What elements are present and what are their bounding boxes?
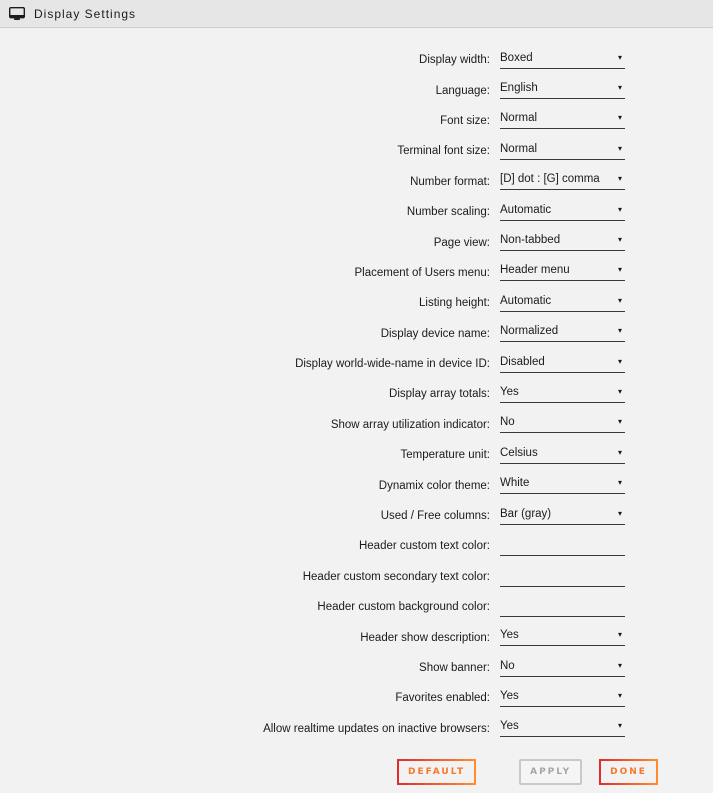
settings-row-show-banner: [0, 653, 713, 683]
dynamix-color-theme-select[interactable]: [500, 477, 625, 494]
form-actions: [0, 759, 713, 785]
language-label: Language:: [435, 84, 490, 97]
show-banner-label: Show banner:: [419, 662, 490, 674]
page-title: Display Settings: [34, 6, 137, 21]
terminal-font-size-selected-value: Normal: [500, 142, 538, 155]
settings-row-display-width: [0, 45, 713, 75]
font-size-selected-value: Normal: [500, 112, 538, 125]
listing-height-selected-value: Automatic: [500, 294, 552, 307]
settings-row-favorites-enabled: [0, 683, 713, 713]
display-array-totals-selected-value: Yes: [500, 385, 519, 398]
favorites-enabled-selected-value: Yes: [500, 689, 519, 702]
show-banner-select[interactable]: [500, 660, 625, 677]
settings-row-header-custom-text-color: [0, 531, 713, 561]
header-show-description-label: Header show description:: [360, 631, 490, 644]
number-format-selected-value: [D] dot : [G] comma: [500, 173, 600, 186]
display-world-wide-name-label: Display world-wide-name in device ID:: [295, 358, 490, 371]
settings-row-language: [0, 75, 713, 105]
caret-down-icon: ▾: [617, 235, 622, 245]
header-custom-text-color-input[interactable]: [500, 536, 625, 556]
used-free-columns-selected-value: Bar (gray): [500, 507, 552, 520]
display-world-wide-name-selected-value: Disabled: [500, 355, 545, 368]
caret-down-icon: ▾: [617, 113, 622, 123]
header-custom-secondary-text-color-label: Header custom secondary text color:: [302, 570, 490, 583]
settings-row-array-utilization-indicator: [0, 410, 713, 440]
settings-row-header-show-description: [0, 622, 713, 652]
caret-down-icon: ▾: [617, 690, 622, 700]
number-format-select[interactable]: [500, 173, 625, 190]
default-button[interactable]: DEFAULT: [397, 759, 476, 785]
settings-row-font-size: [0, 106, 713, 136]
caret-down-icon: ▾: [617, 326, 622, 336]
page-view-label: Page view:: [433, 236, 490, 249]
temperature-unit-label: Temperature unit:: [400, 449, 490, 462]
users-menu-placement-select[interactable]: [500, 264, 625, 281]
caret-down-icon: ▾: [617, 447, 622, 457]
font-size-label: Font size:: [440, 114, 490, 127]
header-show-description-selected-value: Yes: [500, 629, 519, 642]
font-size-select[interactable]: [500, 112, 625, 129]
display-width-selected-value: Boxed: [500, 51, 533, 64]
number-scaling-select[interactable]: [500, 204, 625, 221]
caret-down-icon: ▾: [617, 508, 622, 518]
header-custom-background-color-label: Header custom background color:: [317, 601, 490, 614]
number-scaling-label: Number scaling:: [406, 206, 490, 219]
settings-row-display-array-totals: [0, 379, 713, 409]
used-free-columns-select[interactable]: [500, 508, 625, 525]
caret-down-icon: ▾: [617, 83, 622, 93]
show-banner-selected-value: No: [500, 659, 515, 672]
settings-row-realtime-updates-inactive-browsers: [0, 714, 713, 744]
array-utilization-indicator-selected-value: No: [500, 416, 515, 429]
caret-down-icon: ▾: [617, 295, 622, 305]
array-utilization-indicator-label: Show array utilization indicator:: [330, 418, 490, 431]
caret-down-icon: ▾: [617, 143, 622, 153]
page-view-select[interactable]: [500, 234, 625, 251]
caret-down-icon: ▾: [617, 630, 622, 640]
settings-row-terminal-font-size: [0, 136, 713, 166]
users-menu-placement-selected-value: Header menu: [500, 264, 570, 277]
settings-row-display-device-name: [0, 319, 713, 349]
display-width-select[interactable]: [500, 52, 625, 69]
temperature-unit-select[interactable]: [500, 447, 625, 464]
settings-row-listing-height: [0, 288, 713, 318]
caret-down-icon: ▾: [617, 386, 622, 396]
favorites-enabled-select[interactable]: [500, 690, 625, 707]
temperature-unit-selected-value: Celsius: [500, 446, 538, 459]
number-format-label: Number format:: [410, 175, 490, 188]
array-utilization-indicator-select[interactable]: [500, 416, 625, 433]
settings-row-dynamix-color-theme: [0, 470, 713, 500]
display-array-totals-label: Display array totals:: [389, 388, 490, 401]
display-device-name-label: Display device name:: [380, 327, 490, 340]
settings-row-header-custom-background-color: [0, 592, 713, 622]
caret-down-icon: ▾: [617, 265, 622, 275]
caret-down-icon: ▾: [617, 417, 622, 427]
used-free-columns-label: Used / Free columns:: [380, 510, 490, 523]
number-scaling-selected-value: Automatic: [500, 203, 552, 216]
realtime-updates-inactive-browsers-label: Allow realtime updates on inactive browsers:: [263, 722, 490, 735]
page-view-selected-value: Non-tabbed: [500, 234, 561, 247]
settings-row-temperature-unit: [0, 440, 713, 470]
display-width-label: Display width:: [419, 54, 490, 67]
terminal-font-size-select[interactable]: [500, 143, 625, 160]
header-show-description-select[interactable]: [500, 629, 625, 646]
settings-form: [0, 28, 713, 744]
listing-height-label: Listing height:: [419, 297, 490, 310]
users-menu-placement-label: Placement of Users menu:: [354, 266, 490, 279]
header-custom-background-color-input[interactable]: [500, 597, 625, 617]
caret-down-icon: ▾: [617, 721, 622, 731]
realtime-updates-inactive-browsers-select[interactable]: [500, 720, 625, 737]
settings-row-used-free-columns: [0, 501, 713, 531]
realtime-updates-inactive-browsers-selected-value: Yes: [500, 720, 519, 733]
settings-row-number-format: [0, 167, 713, 197]
caret-down-icon: ▾: [617, 52, 622, 62]
apply-button[interactable]: APPLY: [519, 759, 582, 785]
settings-row-display-world-wide-name: [0, 349, 713, 379]
done-button[interactable]: DONE: [599, 759, 658, 785]
dynamix-color-theme-label: Dynamix color theme:: [378, 479, 490, 492]
header-custom-secondary-text-color-input[interactable]: [500, 567, 625, 587]
display-device-name-selected-value: Normalized: [500, 325, 559, 338]
caret-down-icon: ▾: [617, 356, 622, 366]
settings-row-number-scaling: [0, 197, 713, 227]
display-world-wide-name-select[interactable]: [500, 356, 625, 373]
caret-down-icon: ▾: [617, 204, 622, 214]
caret-down-icon: ▾: [617, 174, 622, 184]
dynamix-color-theme-selected-value: White: [500, 477, 530, 490]
titlebar: [0, 0, 713, 28]
header-custom-text-color-label: Header custom text color:: [358, 540, 490, 553]
display-icon: [9, 7, 25, 21]
language-selected-value: English: [500, 82, 538, 95]
caret-down-icon: ▾: [617, 478, 622, 488]
settings-row-page-view: [0, 227, 713, 257]
listing-height-select[interactable]: [500, 295, 625, 312]
language-select[interactable]: [500, 82, 625, 99]
display-array-totals-select[interactable]: [500, 386, 625, 403]
caret-down-icon: ▾: [617, 660, 622, 670]
favorites-enabled-label: Favorites enabled:: [395, 692, 490, 705]
terminal-font-size-label: Terminal font size:: [397, 145, 490, 158]
display-device-name-select[interactable]: [500, 325, 625, 342]
settings-row-header-custom-secondary-text-color: [0, 562, 713, 592]
settings-row-users-menu-placement: [0, 258, 713, 288]
